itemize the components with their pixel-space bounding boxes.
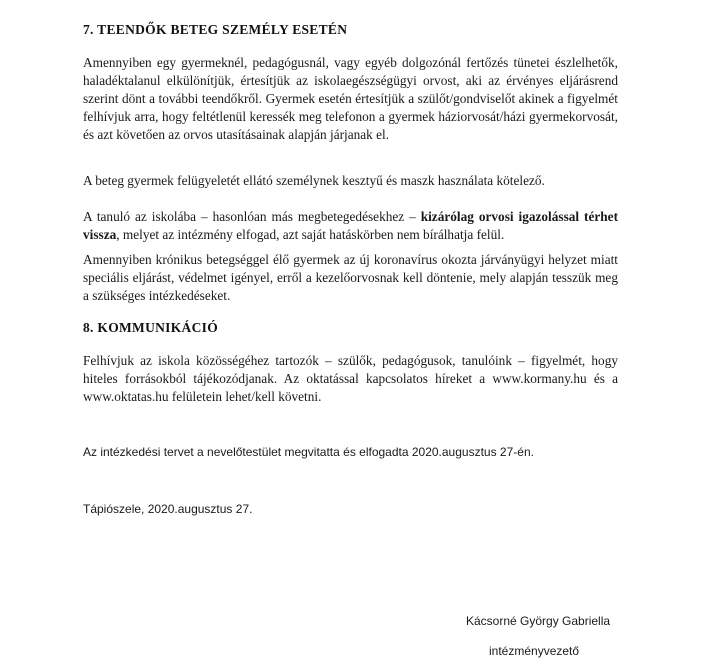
section-8-paragraph-1: Felhívjuk az iskola közösségéhez tartozók – szülők, pedagógusok, tanulóink – figyelmét, hogy hiteles forrásokból tájékozódjanak. Az oktatással kapcsolatos híreket a www.kormany.hu és a www.oktatas.hu felületein lehet/kell követni. (83, 353, 618, 404)
section-8-heading: 8. KOMMUNIKÁCIÓ (83, 320, 218, 335)
section-7-paragraph-2: A beteg gyermek felügyeletét ellátó személynek kesztyű és maszk használata kötelező. (83, 173, 545, 188)
signer-title: intézményvezető (489, 644, 580, 658)
paragraph-3-text-before: A tanuló az iskolába – hasonlóan más megbetegedésekhez – (83, 209, 421, 224)
section-7-paragraph-4: Amennyiben krónikus betegséggel élő gyermek az új koronavírus okozta járványügyi helyzet miatt speciális eljárást, védelmet igényel, erről a kezelőorvosnak kell döntenie, mely alapján tesszük meg a szükséges intézkedéseket. (83, 252, 618, 303)
approval-statement: Az intézkedési tervet a nevelőtestület megvitatta és elfogadta 2020.augusztus 27-én. (83, 445, 534, 459)
paragraph-3-text-after: , melyet az intézmény elfogad, azt saját hatáskörben nem bírálhatja felül. (116, 227, 505, 242)
paragraph-3-bold-text: kizárólag orvosi igazolással térhet vissza (83, 209, 618, 242)
section-7-paragraph-3 (83, 208, 618, 244)
place-and-date: Tápiószele, 2020.augusztus 27. (83, 502, 253, 516)
signer-name: Kácsorné György Gabriella (466, 614, 611, 628)
section-7-heading: 7. TEENDŐK BETEG SZEMÉLY ESETÉN (83, 22, 348, 37)
section-7-paragraph-1: Amennyiben egy gyermeknél, pedagógusnál, vagy egyéb dolgozónál fertőzés tünetei észlelhetők, haladéktalanul elkülönítjük, értesítjük az iskolaegészségügyi orvost, aki az érvényes eljárásrend szerint dönt a további teendőkről. Gyermek esetén értesítjük a szülőt/gondviselőt akinek a figyelmét felhívjuk arra, hogy feltétlenül keressék meg telefonon a gyermek háziorvosát/házi gyermekorvosát, és azt követően az orvos utasításainak alapján járjanak el. (83, 55, 618, 142)
